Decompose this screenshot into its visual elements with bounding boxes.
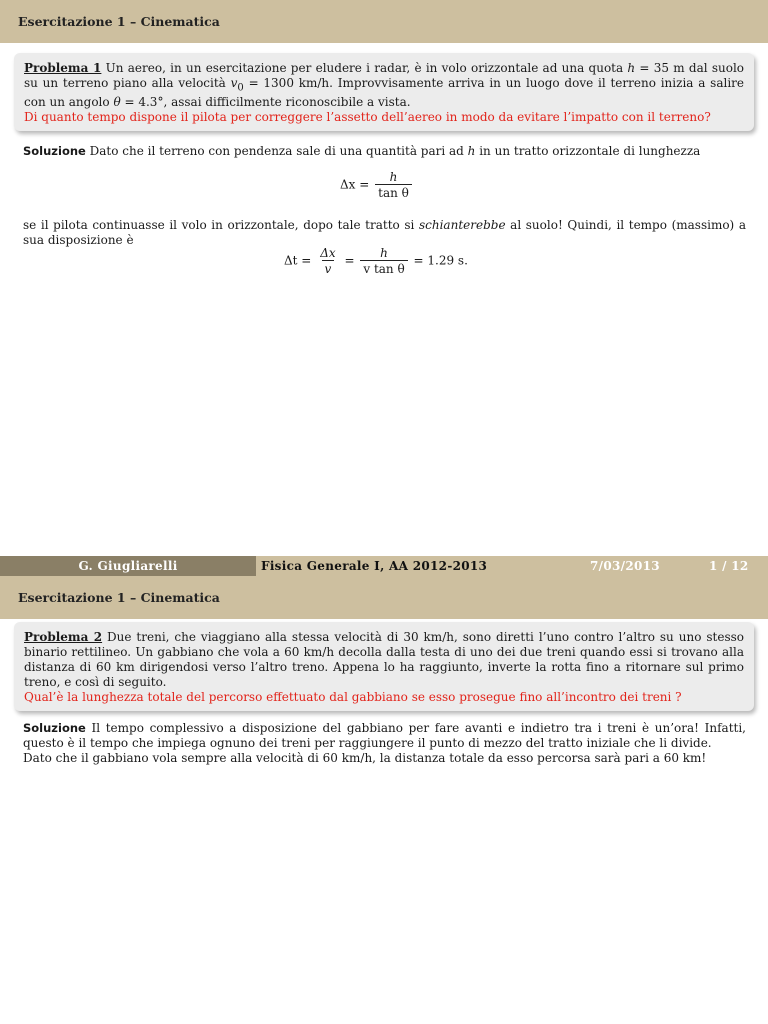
solution-label: Soluzione — [23, 721, 86, 735]
equation-lhs: Δt = — [284, 253, 312, 268]
numerator: h — [389, 170, 398, 184]
denominator: v — [322, 260, 335, 276]
footer-page-number: 1 / 12 — [709, 559, 749, 573]
slide-2 — [0, 576, 768, 1024]
footer-author: G. Giugliarelli — [0, 556, 256, 576]
problem-text: = 1300 km/h. Improvvisamente arriva in un luogo dove il terreno inizia a salire con un angolo — [24, 76, 744, 110]
solution-text-2: Dato che il gabbiano vola sempre alla velocità di 60 km/h, la distanza totale da esso percorsa sarà pari a 60 km! — [23, 751, 707, 765]
numerator: h — [380, 246, 388, 260]
equals-sign: = — [344, 253, 355, 268]
problem-1-block — [14, 53, 754, 131]
problem-label: Problema 2 — [24, 630, 103, 644]
solution-text: Il tempo complessivo a disposizione del gabbiano per fare avanti e indietro tra i treni è un’ora! Infatti, questo è il tempo che impiega ognuno dei treni per raggiungere il punto di mezzo del tratto iniziale che li divide. — [23, 721, 746, 750]
math-var: h — [467, 144, 476, 158]
equation-lhs: Δx = — [340, 177, 370, 192]
fraction — [360, 246, 407, 276]
problem-text: Due treni, che viaggiano alla stessa velocità di 30 km/h, sono diretti l’uno contro l’altro su uno stesso binario rettilineo. Un gabbiano che vola a 60 km/h decolla dalla testa di uno dei due treni quando essi si trovano alla distanza di 60 km dirigendosi verso l’altro treno. Appena lo ha raggiunto, inverte la rotta fino a ritornare sul primo treno, e così di seguito. — [24, 630, 744, 689]
math-var: v — [230, 76, 238, 90]
denominator: v tan θ — [360, 260, 407, 276]
problem-text: Un aereo, in un esercitazione per eludere i radar, è in volo orizzontale ad una quota — [101, 61, 628, 75]
solution-text: in un tratto orizzontale di lunghezza — [475, 144, 701, 158]
solution-paragraph — [23, 144, 746, 159]
solution-text: Dato che il terreno con pendenza sale di una quantità pari ad — [85, 144, 468, 158]
frame-title: Esercitazione 1 – Cinematica — [0, 576, 768, 619]
problem-text: = 4.3°, assai difficilmente riconoscibile a vista. — [120, 95, 411, 110]
fraction — [317, 246, 338, 276]
fraction — [375, 170, 412, 200]
problem-text: = 35 m dal suolo su un terreno piano alla velocità — [24, 61, 745, 90]
problem-question: Qual’è la lunghezza totale del percorso effettuato dal gabbiano se esso prosegue fino all’incontro dei treni ? — [24, 690, 682, 704]
math-var: h — [627, 61, 636, 75]
footer-info — [256, 556, 768, 576]
equation-result: = 1.29 s. — [413, 253, 468, 268]
solution-text: se il pilota continuasse il volo in orizzontale, dopo tale tratto si — [23, 218, 419, 232]
problem-label: Problema 1 — [24, 61, 102, 75]
denominator: tan θ — [375, 184, 412, 200]
solution-paragraph-2 — [23, 218, 746, 248]
solution-text: al suolo! Quindi, il tempo (massimo) a sua disposizione è — [23, 218, 746, 247]
math-subscript: 0 — [237, 82, 244, 94]
equation-delta-t — [284, 246, 468, 276]
numerator: Δx — [320, 246, 336, 260]
math-var: θ — [113, 95, 121, 110]
equation-delta-x — [340, 170, 414, 200]
footer-course: Fisica Generale I, AA 2012-2013 — [261, 559, 488, 573]
frame-title: Esercitazione 1 – Cinematica — [0, 0, 768, 43]
emphasis-text: schianterebbe — [418, 218, 506, 232]
footer-date: 7/03/2013 — [590, 559, 660, 573]
problem-2-block — [14, 622, 754, 711]
problem-question: Di quanto tempo dispone il pilota per correggere l’assetto dell’aereo in modo da evitare l’impatto con il terreno? — [24, 110, 711, 125]
slide-footer — [0, 556, 768, 576]
solution-label: Soluzione — [23, 144, 86, 158]
solution-paragraph — [23, 721, 746, 766]
